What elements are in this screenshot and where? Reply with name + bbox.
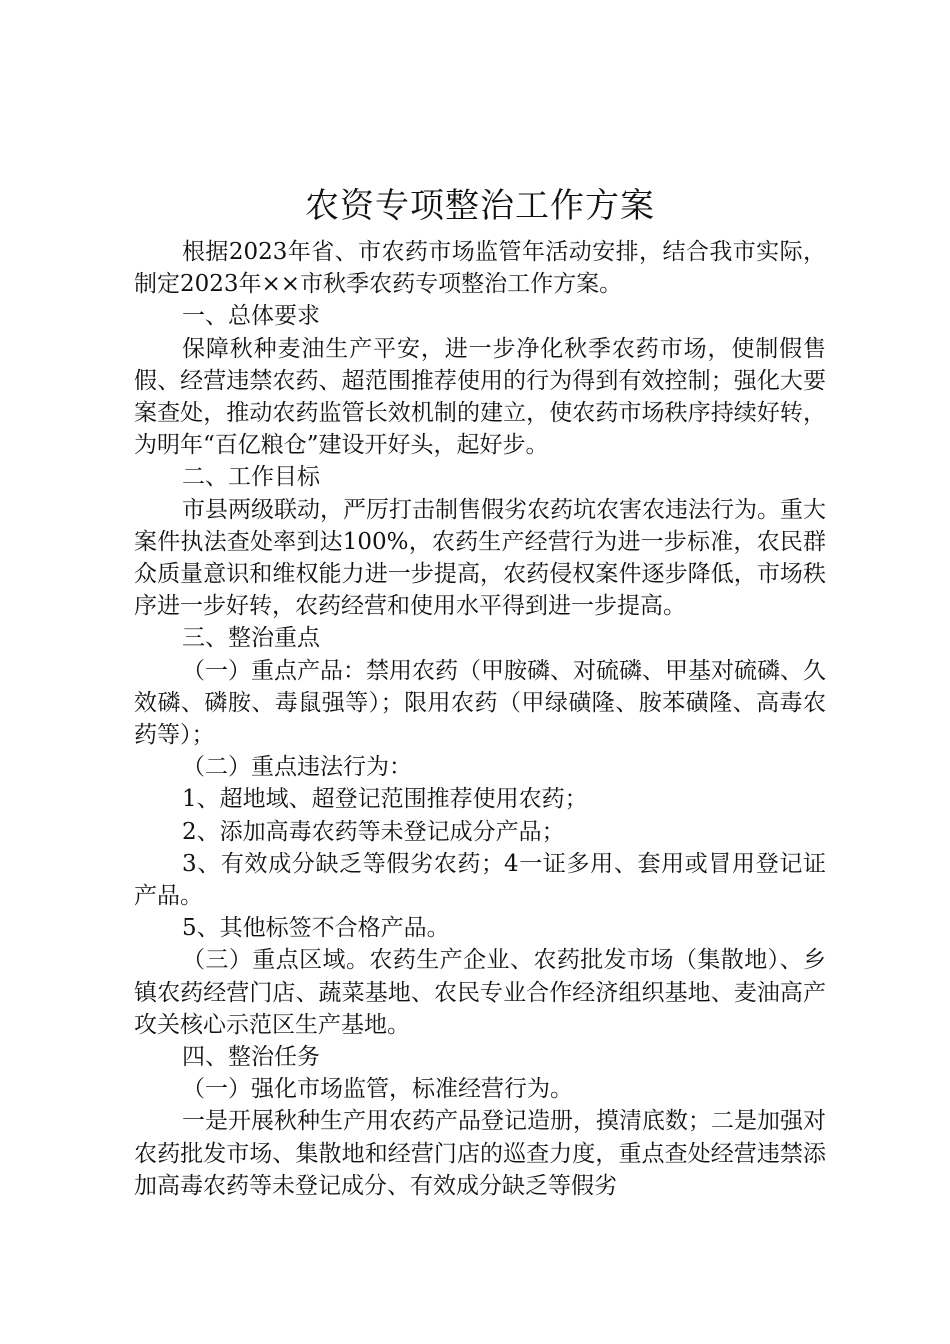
work-goals-paragraph: 市县两级联动，严厉打击制售假劣农药坑农害农违法行为。重大案件执法查处率到达100%，农药生产经营行为进一步标准，农民群众质量意识和维权能力进一步提高，农药侵权案件逐步降低，市场秩序进一步好转，农药经营和使用水平得到进一步提高。 <box>134 496 826 620</box>
violation-item-1: 1、超地域、超登记范围推荐使用农药； <box>182 786 588 813</box>
intro-paragraph: 根据2023年省、市农药市场监管年活动安排，结合我市实际，制定2023年××市秋季农药专项整治工作方案。 <box>134 239 826 298</box>
focus-products-paragraph: （一）重点产品：禁用农药（甲胺磷、对硫磷、甲基对硫磷、久效磷、磷胺、毒鼠强等）；限用农药（甲绿磺隆、胺苯磺隆、高毒农药等）； <box>134 657 826 749</box>
section-heading-focus-areas: 三、整治重点 <box>182 625 320 652</box>
task-1-heading: （一）强化市场监管，标准经营行为。 <box>182 1076 573 1103</box>
violation-item-2: 2、添加高毒农药等未登记成分产品； <box>182 818 565 845</box>
document-page <box>134 180 826 1202</box>
section-heading-tasks: 四、整治任务 <box>182 1044 320 1071</box>
violation-item-5: 5、其他标签不合格产品。 <box>182 915 450 942</box>
document-title: 农资专项整治工作方案 <box>305 186 655 226</box>
task-1-paragraph: 一是开展秋种生产用农药产品登记造册，摸清底数；二是加强对农药批发市场、集散地和经营门店的巡查力度，重点查处经营违禁添加高毒农药等未登记成分、有效成分缺乏等假劣 <box>134 1108 826 1199</box>
focus-regions-paragraph: （三）重点区域。农药生产企业、农药批发市场（集散地）、乡镇农药经营门店、蔬菜基地、农民专业合作经济组织基地、麦油高产攻关核心示范区生产基地。 <box>134 947 826 1038</box>
violation-item-3-4: 3、有效成分缺乏等假劣农药；4一证多用、套用或冒用登记证产品。 <box>134 850 826 910</box>
section-heading-general-requirements: 一、总体要求 <box>182 303 320 330</box>
focus-violations-heading: （二）重点违法行为： <box>182 754 412 781</box>
section-heading-work-goals: 二、工作目标 <box>182 464 320 491</box>
general-requirements-paragraph: 保障秋种麦油生产平安，进一步净化秋季农药市场，使制假售假、经营违禁农药、超范围推荐使用的行为得到有效控制；强化大要案查处，推动农药监管长效机制的建立，使农药市场秩序持续好转，为明年“百亿粮仓”建设开好头，起好步。 <box>134 335 826 459</box>
